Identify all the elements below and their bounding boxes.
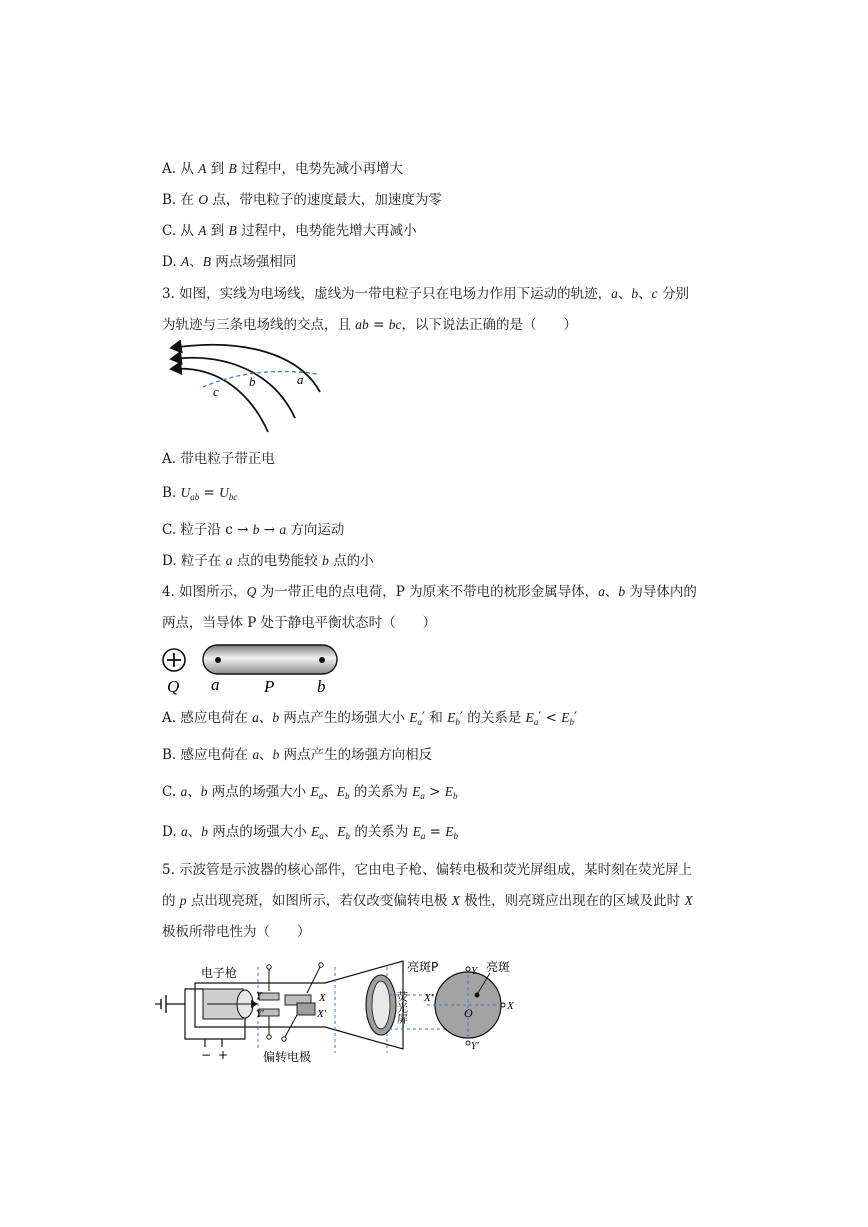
field-line-2 (171, 358, 295, 418)
fig3-label-b: b (249, 374, 256, 389)
fig5-front-x: X (507, 1000, 514, 1012)
q2-option-c: C. 从 A 到 B 过程中，电势能先增大再减小 (162, 223, 417, 239)
q3-stem-line2: 为轨迹与三条电场线的交点，且 ab = bc，以下说法正确的是（ ） (162, 317, 577, 333)
q4-conductor-figure (158, 640, 348, 696)
fig5-front-y: Y (471, 965, 478, 977)
q2-option-b: B. 在 O 点，带电粒子的速度最大，加速度为零 (162, 192, 442, 208)
point-a (215, 657, 221, 663)
fig5-plate-yp: Y′ (256, 1009, 264, 1020)
fig5-plate-y: Y (256, 991, 262, 1002)
fig3-label-c: c (213, 384, 219, 399)
fig5-label-deflect: 偏转电极 (263, 1050, 312, 1064)
fig4-label-p: P (264, 677, 275, 696)
fig5-label-spot: 亮斑 (486, 960, 511, 974)
fig5-front-o: O (464, 1006, 473, 1020)
q4-option-a: A. 感应电荷在 a、b 两点产生的场强大小 $E_a'$ 和 $E_b'$ 的关系是 $E_a' < E_b'$ (162, 710, 578, 727)
q3-stem-line1: 3. 如图，实线为电场线，虚线为一带电粒子只在电场力作用下运动的轨迹，a、b、c 分别 (162, 286, 689, 302)
q5-stem-line3: 极板所带电性为（ ） (162, 924, 311, 940)
fig5-terminal-plus: + (218, 1048, 229, 1062)
fig5-plate-xp: X′ (317, 1008, 327, 1020)
fig4-label-q: Q (167, 677, 180, 696)
point-b (319, 657, 325, 663)
fig5-terminal-minus: − (201, 1048, 212, 1062)
q4-option-c: C. a、b 两点的场强大小 $E_a$、$E_b$ 的关系为 $E_a > E_b$ (162, 784, 458, 801)
fig5-label-gun: 电子枪 (201, 966, 238, 980)
q3-field-line-figure (165, 340, 335, 435)
q4-option-b: B. 感应电荷在 a、b 两点产生的场强方向相反 (162, 747, 433, 763)
bright-spot (475, 993, 480, 998)
fig5-plate-x: X (319, 992, 326, 1004)
pillow-conductor-p (203, 645, 337, 674)
q5-stem-line1: 5. 示波管是示波器的核心部件，它由电子枪、偏转电极和荧光屏组成，某时刻在荧光屏上 (162, 862, 693, 878)
q3-option-d: D. 粒子在 a 点的电势能较 b 点的小 (162, 553, 374, 569)
fig3-label-a: a (297, 372, 304, 387)
q2-option-a: A. 从 A 到 B 过程中，电势先减小再增大 (162, 161, 404, 177)
fig5-label-screen: 荧光屏 (395, 991, 409, 1024)
fig5-front-xp: X′ (424, 992, 434, 1004)
q3-option-c: C. 粒子沿 c → b → a 方向运动 (162, 522, 345, 538)
q3-option-b: B. $U_{ab} = U_{bc}$ (162, 485, 238, 502)
q4-stem-line2: 两点，当导体 P 处于静电平衡状态时（ ） (162, 615, 437, 631)
q5-stem-line2: 的 p 点出现亮斑，如图所示，若仅改变偏转电极 X 极性，则亮斑应出现在的区域及此时 X (162, 893, 693, 909)
q2-option-d: D. A、B 两点场强相同 (162, 254, 297, 270)
q3-option-a: A. 带电粒子带正电 (162, 451, 275, 467)
fig4-label-a: a (211, 675, 220, 694)
fig4-label-b: b (317, 677, 326, 696)
q4-option-d: D. a、b 两点的场强大小 $E_a$、$E_b$ 的关系为 $E_a = E_b$ (162, 824, 459, 841)
fig5-label-spot-p: 亮斑P (407, 960, 439, 974)
q4-stem-line1: 4. 如图所示，Q 为一带正电的点电荷，P 为原来不带电的枕形金属导体，a、b 为导体内的 (162, 584, 697, 600)
q5-oscilloscope-figure (155, 953, 525, 1065)
fig5-front-yp: Y′ (471, 1041, 479, 1052)
